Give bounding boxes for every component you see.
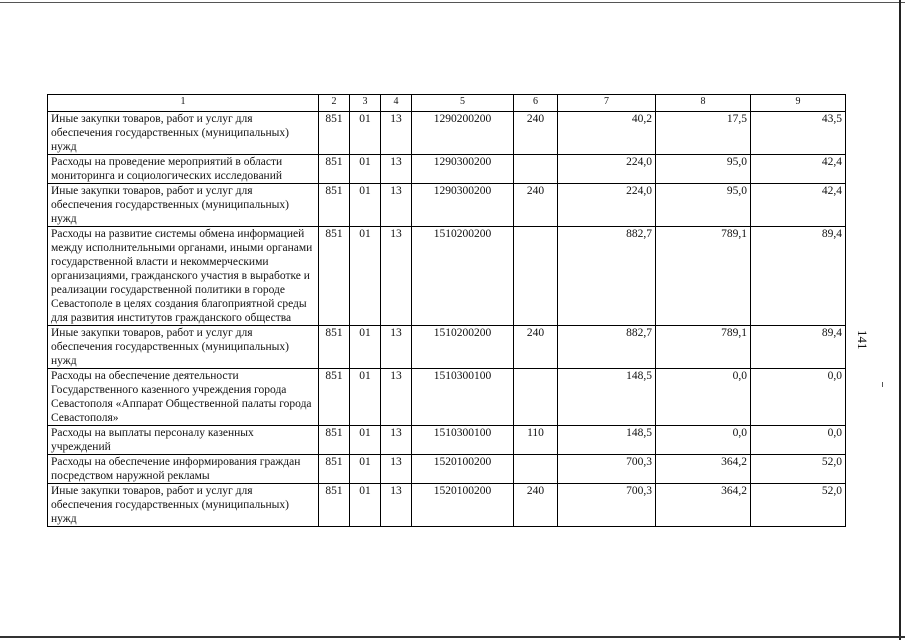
expense-name-cell: Расходы на обеспечение информирования граждан посредством наружной рекламы <box>48 455 319 484</box>
expense-name-cell: Иные закупки товаров, работ и услуг для обеспечения государственных (муниципальных) нужд <box>48 112 319 155</box>
header-cell-8: 8 <box>656 95 751 112</box>
section-code-cell: 01 <box>350 326 381 369</box>
budget-table <box>47 94 846 527</box>
amount-col9-cell: 52,0 <box>751 455 846 484</box>
ministry-code-cell: 851 <box>319 369 350 426</box>
table-row <box>48 227 846 326</box>
expense-type-cell <box>514 455 558 484</box>
subsection-code-cell: 13 <box>381 227 412 326</box>
header-row <box>48 95 846 112</box>
target-article-cell: 1290300200 <box>412 155 514 184</box>
subsection-code-cell: 13 <box>381 455 412 484</box>
table-row <box>48 112 846 155</box>
page-number: 141 <box>855 330 870 350</box>
amount-col8-cell: 95,0 <box>656 184 751 227</box>
expense-type-cell <box>514 227 558 326</box>
ministry-code-cell: 851 <box>319 455 350 484</box>
amount-col9-cell: 42,4 <box>751 184 846 227</box>
ministry-code-cell: 851 <box>319 227 350 326</box>
header-cell-4: 4 <box>381 95 412 112</box>
table-row <box>48 369 846 426</box>
header-cell-9: 9 <box>751 95 846 112</box>
amount-col7-cell: 700,3 <box>558 484 656 527</box>
section-code-cell: 01 <box>350 112 381 155</box>
table-row <box>48 426 846 455</box>
subsection-code-cell: 13 <box>381 112 412 155</box>
header-cell-1: 1 <box>48 95 319 112</box>
scan-frame-right-line <box>899 0 901 640</box>
subsection-code-cell: 13 <box>381 184 412 227</box>
amount-col8-cell: 95,0 <box>656 155 751 184</box>
header-cell-2: 2 <box>319 95 350 112</box>
expense-name-cell: Иные закупки товаров, работ и услуг для обеспечения государственных (муниципальных) нужд <box>48 484 319 527</box>
section-code-cell: 01 <box>350 426 381 455</box>
amount-col7-cell: 148,5 <box>558 426 656 455</box>
amount-col9-cell: 52,0 <box>751 484 846 527</box>
margin-tick-mark <box>882 382 883 387</box>
amount-col9-cell: 0,0 <box>751 369 846 426</box>
expense-name-cell: Расходы на проведение мероприятий в области мониторинга и социологических исследований <box>48 155 319 184</box>
scan-frame-bottom-line <box>0 636 905 638</box>
amount-col7-cell: 882,7 <box>558 326 656 369</box>
amount-col8-cell: 789,1 <box>656 227 751 326</box>
amount-col7-cell: 700,3 <box>558 455 656 484</box>
section-code-cell: 01 <box>350 184 381 227</box>
ministry-code-cell: 851 <box>319 326 350 369</box>
ministry-code-cell: 851 <box>319 184 350 227</box>
expense-name-cell: Расходы на обеспечение деятельности Государственного казенного учреждения города Севастополя «Аппарат Общественной палаты города Севастополя» <box>48 369 319 426</box>
subsection-code-cell: 13 <box>381 326 412 369</box>
expense-name-cell: Расходы на выплаты персоналу казенных учреждений <box>48 426 319 455</box>
header-cell-5: 5 <box>412 95 514 112</box>
ministry-code-cell: 851 <box>319 155 350 184</box>
amount-col8-cell: 17,5 <box>656 112 751 155</box>
section-code-cell: 01 <box>350 455 381 484</box>
scan-frame-top-line <box>0 2 905 3</box>
subsection-code-cell: 13 <box>381 426 412 455</box>
expense-name-cell: Расходы на развитие системы обмена информацией между исполнительными органами, иными органами государственной власти и некоммерческими организациями, гражданского участия в выработке и реализации государственной политики в городе Севастополе в целях создания благоприятной среды для развития институтов гражданского общества <box>48 227 319 326</box>
table-row <box>48 326 846 369</box>
table-row <box>48 484 846 527</box>
target-article-cell: 1520100200 <box>412 484 514 527</box>
target-article-cell: 1290300200 <box>412 184 514 227</box>
amount-col7-cell: 148,5 <box>558 369 656 426</box>
header-cell-6: 6 <box>514 95 558 112</box>
expense-type-cell: 110 <box>514 426 558 455</box>
target-article-cell: 1510200200 <box>412 227 514 326</box>
section-code-cell: 01 <box>350 484 381 527</box>
amount-col9-cell: 0,0 <box>751 426 846 455</box>
amount-col8-cell: 0,0 <box>656 369 751 426</box>
table-row <box>48 155 846 184</box>
subsection-code-cell: 13 <box>381 484 412 527</box>
amount-col7-cell: 224,0 <box>558 155 656 184</box>
amount-col7-cell: 224,0 <box>558 184 656 227</box>
header-cell-7: 7 <box>558 95 656 112</box>
expense-type-cell <box>514 369 558 426</box>
amount-col8-cell: 364,2 <box>656 484 751 527</box>
expense-type-cell <box>514 155 558 184</box>
amount-col9-cell: 89,4 <box>751 326 846 369</box>
expense-type-cell: 240 <box>514 326 558 369</box>
amount-col9-cell: 43,5 <box>751 112 846 155</box>
subsection-code-cell: 13 <box>381 155 412 184</box>
amount-col7-cell: 40,2 <box>558 112 656 155</box>
ministry-code-cell: 851 <box>319 426 350 455</box>
expense-name-cell: Иные закупки товаров, работ и услуг для обеспечения государственных (муниципальных) нужд <box>48 184 319 227</box>
amount-col7-cell: 882,7 <box>558 227 656 326</box>
section-code-cell: 01 <box>350 155 381 184</box>
target-article-cell: 1510200200 <box>412 326 514 369</box>
expense-name-cell: Иные закупки товаров, работ и услуг для обеспечения государственных (муниципальных) нужд <box>48 326 319 369</box>
expense-type-cell: 240 <box>514 484 558 527</box>
section-code-cell: 01 <box>350 227 381 326</box>
target-article-cell: 1520100200 <box>412 455 514 484</box>
ministry-code-cell: 851 <box>319 112 350 155</box>
ministry-code-cell: 851 <box>319 484 350 527</box>
header-cell-3: 3 <box>350 95 381 112</box>
target-article-cell: 1510300100 <box>412 426 514 455</box>
target-article-cell: 1290200200 <box>412 112 514 155</box>
table-header <box>48 95 846 112</box>
table-row <box>48 184 846 227</box>
subsection-code-cell: 13 <box>381 369 412 426</box>
expense-type-cell: 240 <box>514 112 558 155</box>
target-article-cell: 1510300100 <box>412 369 514 426</box>
section-code-cell: 01 <box>350 369 381 426</box>
amount-col8-cell: 364,2 <box>656 455 751 484</box>
table-row <box>48 455 846 484</box>
amount-col8-cell: 789,1 <box>656 326 751 369</box>
table-body <box>48 112 846 527</box>
amount-col9-cell: 42,4 <box>751 155 846 184</box>
expense-type-cell: 240 <box>514 184 558 227</box>
amount-col8-cell: 0,0 <box>656 426 751 455</box>
amount-col9-cell: 89,4 <box>751 227 846 326</box>
